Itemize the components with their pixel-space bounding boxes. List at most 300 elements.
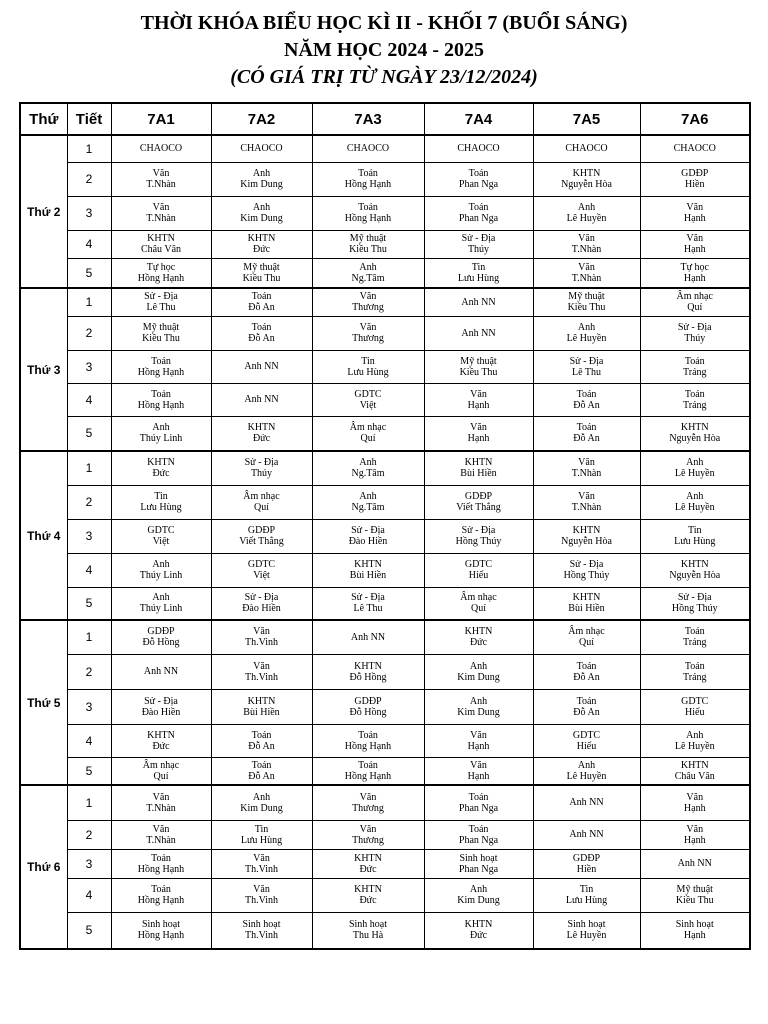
schedule-cell <box>424 587 533 620</box>
schedule-cell <box>111 878 211 912</box>
teacher-name: Thương <box>352 302 384 314</box>
teacher-name: Nguyễn Hòa <box>561 536 612 547</box>
schedule-cell <box>640 416 750 451</box>
subject-name: KHTN <box>464 919 493 931</box>
subject-name: Sinh hoạt <box>242 919 281 931</box>
period-number: 5 <box>67 258 111 288</box>
subject-name: Sử - Địa <box>351 592 385 604</box>
teacher-name: Thúy <box>467 244 490 255</box>
subject-name: Văn <box>359 791 377 803</box>
schedule-cell <box>424 785 533 820</box>
subject-name: GDĐP <box>464 491 493 502</box>
teacher-name: Hạnh <box>467 770 490 782</box>
subject-name: GDĐP <box>247 525 276 536</box>
subject-name: KHTN <box>680 559 709 570</box>
subject-name: Sử - Địa <box>144 695 178 707</box>
teacher-name: T.Nhàn <box>146 834 176 846</box>
subject-name: Văn <box>152 791 170 803</box>
teacher-name: Lưu Hùng <box>674 536 716 547</box>
schedule-cell <box>640 519 750 553</box>
schedule-cell <box>533 196 640 230</box>
schedule-cell <box>640 350 750 383</box>
teacher-name: Châu Vân <box>674 770 715 782</box>
schedule-cell <box>312 451 424 485</box>
schedule-cell <box>424 383 533 416</box>
header-class: 7A5 <box>533 103 640 135</box>
subject-name: Mỹ thuật <box>568 291 605 303</box>
teacher-name: Bùi Hiền <box>568 603 605 615</box>
subject-name: Toán <box>684 660 705 672</box>
teacher-name: Hồng Thúy <box>671 603 718 615</box>
schedule-cell <box>424 620 533 654</box>
teacher-name: Lê Huyền <box>566 930 607 942</box>
teacher-name: Hiếu <box>576 740 597 752</box>
schedule-cell <box>533 485 640 519</box>
subject-name: Toán <box>358 729 378 741</box>
schedule-cell <box>424 451 533 485</box>
table-row <box>20 288 750 316</box>
period-number: 2 <box>67 485 111 519</box>
subject-name: Sử - Địa <box>144 291 178 303</box>
subject-name: Sử - Địa <box>244 592 279 604</box>
schedule-cell <box>533 849 640 878</box>
subject-name: Anh NN <box>461 296 496 308</box>
schedule-cell <box>211 878 312 912</box>
schedule-cell <box>211 724 312 757</box>
teacher-name: Đức <box>252 433 271 445</box>
schedule-cell <box>424 316 533 350</box>
period-number: 1 <box>67 451 111 485</box>
schedule-cell <box>312 485 424 519</box>
schedule-cell <box>424 230 533 258</box>
subject-name: Toán <box>251 322 272 333</box>
teacher-name: Lưu Hùng <box>240 834 283 846</box>
period-number: 2 <box>67 162 111 196</box>
subject-name: Sinh hoạt <box>459 852 498 864</box>
period-number: 3 <box>67 350 111 383</box>
subject-name: Văn <box>470 759 487 771</box>
teacher-name: Đỗ Hồng <box>349 706 387 718</box>
schedule-cell <box>111 383 211 416</box>
period-number: 1 <box>67 785 111 820</box>
subject-name: Toán <box>251 729 272 741</box>
subject-name: Tin <box>471 261 486 273</box>
period-number: 2 <box>67 316 111 350</box>
header-class: 7A3 <box>312 103 424 135</box>
teacher-name: Thương <box>352 802 384 814</box>
schedule-cell <box>424 849 533 878</box>
timetable-body <box>20 135 750 949</box>
subject-name: Văn <box>578 491 595 502</box>
teacher-name: T.Nhàn <box>146 213 176 224</box>
schedule-cell <box>424 162 533 196</box>
teacher-name: Hồng Hạnh <box>137 863 185 875</box>
schedule-cell <box>312 519 424 553</box>
subject-name: Toán <box>358 168 378 179</box>
schedule-cell <box>533 757 640 785</box>
subject-name: Sử - Địa <box>244 457 279 469</box>
teacher-name: Kim Dung <box>240 179 283 190</box>
schedule-cell <box>312 724 424 757</box>
teacher-name: Hồng Hạnh <box>344 179 392 190</box>
schedule-cell <box>424 654 533 689</box>
schedule-cell <box>533 519 640 553</box>
schedule-cell <box>312 654 424 689</box>
teacher-name: Quí <box>254 502 269 513</box>
teacher-name: Kiều Thu <box>567 302 606 314</box>
teacher-name: Việt <box>152 536 170 547</box>
subject-name: Sử - Địa <box>569 559 604 570</box>
teacher-name: Kiều Thu <box>675 895 714 906</box>
subject-name: GDTC <box>681 695 709 707</box>
schedule-cell <box>533 785 640 820</box>
period-number: 2 <box>67 654 111 689</box>
subject-name: Anh NN <box>569 797 604 809</box>
subject-name: Văn <box>152 202 170 213</box>
subject-name: Anh <box>359 261 377 273</box>
teacher-name: Thúy <box>250 468 273 480</box>
teacher-name: Th.Vinh <box>244 895 278 906</box>
period-number: 4 <box>67 383 111 416</box>
subject-name: Anh <box>469 695 488 707</box>
schedule-cell <box>640 196 750 230</box>
schedule-cell <box>640 485 750 519</box>
schedule-cell <box>211 912 312 949</box>
schedule-cell <box>533 451 640 485</box>
subject-name: Văn <box>578 261 595 273</box>
subject-name: Toán <box>576 388 597 400</box>
schedule-cell <box>424 724 533 757</box>
teacher-name: Quí <box>579 637 594 649</box>
table-row <box>20 230 750 258</box>
teacher-name: Hạnh <box>683 213 706 224</box>
schedule-cell <box>640 162 750 196</box>
day-label: Thứ 3 <box>20 288 67 451</box>
subject-name: Văn <box>359 322 377 333</box>
subject-name: GDTC <box>147 525 175 536</box>
table-row <box>20 654 750 689</box>
teacher-name: Hồng Hạnh <box>137 272 185 284</box>
subject-name: Văn <box>152 823 170 835</box>
subject-name: Sử - Địa <box>677 322 712 333</box>
subject-name: Toán <box>468 823 489 835</box>
subject-name: KHTN <box>572 592 601 604</box>
schedule-cell <box>211 230 312 258</box>
schedule-cell <box>111 135 211 162</box>
schedule-cell <box>312 316 424 350</box>
teacher-name: Quí <box>360 433 376 445</box>
teacher-name: Phan Nga <box>458 834 499 846</box>
teacher-name: Hạnh <box>683 272 706 284</box>
subject-name: GDĐP <box>354 695 382 707</box>
schedule-cell <box>640 724 750 757</box>
header-class: 7A4 <box>424 103 533 135</box>
teacher-name: Đức <box>252 244 271 255</box>
teacher-name: Việt <box>253 570 270 581</box>
subject-name: Anh NN <box>569 829 604 840</box>
schedule-cell <box>211 485 312 519</box>
schedule-cell <box>424 135 533 162</box>
teacher-name: Tráng <box>682 366 707 378</box>
schedule-cell <box>211 451 312 485</box>
schedule-cell <box>640 757 750 785</box>
schedule-cell <box>211 553 312 587</box>
teacher-name: Lê Huyền <box>674 502 715 513</box>
subject-name: Toán <box>468 202 489 213</box>
period-number: 3 <box>67 849 111 878</box>
teacher-name: Ng.Tâm <box>351 502 385 513</box>
subject-name: Văn <box>253 660 270 672</box>
schedule-cell <box>533 316 640 350</box>
subject-name: KHTN <box>147 729 175 741</box>
subject-name: Văn <box>578 233 595 244</box>
schedule-cell <box>640 878 750 912</box>
schedule-cell <box>111 620 211 654</box>
teacher-name: Hạnh <box>467 740 490 752</box>
teacher-name: Hồng Hạnh <box>137 366 185 378</box>
teacher-name: Kim Dung <box>457 706 500 718</box>
teacher-name: T.Nhàn <box>571 244 602 255</box>
subject-name: Toán <box>151 355 171 367</box>
subject-name: Anh <box>152 559 170 570</box>
teacher-name: Hồng Hạnh <box>344 770 392 782</box>
document-title: THỜI KHÓA BIỂU HỌC KÌ II - KHỐI 7 (BUỔI SÁNG) <box>140 12 628 34</box>
subject-name: Anh NN <box>244 361 279 372</box>
subject-name: GDĐP <box>572 852 601 864</box>
schedule-cell <box>312 258 424 288</box>
period-number: 5 <box>67 912 111 949</box>
subject-name: Sinh hoạt <box>348 919 388 931</box>
subject-name: Tin <box>687 525 702 536</box>
subject-name: KHTN <box>354 852 382 864</box>
schedule-cell <box>312 587 424 620</box>
day-label: Thứ 4 <box>20 451 67 620</box>
schedule-cell <box>211 350 312 383</box>
schedule-cell <box>533 587 640 620</box>
subject-name: Toán <box>251 291 272 303</box>
subject-name: KHTN <box>354 884 382 895</box>
subject-name: KHTN <box>147 457 175 469</box>
schedule-cell <box>424 553 533 587</box>
teacher-name: Đức <box>469 637 488 649</box>
schedule-cell <box>111 485 211 519</box>
schedule-cell <box>111 451 211 485</box>
teacher-name: Đỗ An <box>573 433 600 445</box>
schedule-cell <box>640 620 750 654</box>
table-row <box>20 196 750 230</box>
subject-name: Anh NN <box>143 666 179 677</box>
table-row <box>20 451 750 485</box>
teacher-name: Châu Vân <box>140 244 182 255</box>
schedule-cell <box>312 689 424 724</box>
schedule-cell <box>533 724 640 757</box>
subject-name: Anh NN <box>350 631 386 643</box>
subject-name: Mỹ thuật <box>460 355 497 367</box>
subject-name: KHTN <box>680 759 709 771</box>
teacher-name: Lưu Hùng <box>457 272 500 284</box>
period-number: 2 <box>67 820 111 849</box>
schedule-cell <box>640 689 750 724</box>
teacher-name: Phan Nga <box>458 179 499 190</box>
subject-name: Anh <box>252 168 271 179</box>
subject-name: Sử - Địa <box>461 525 496 536</box>
period-number: 5 <box>67 587 111 620</box>
teacher-name: Phan Nga <box>458 863 499 875</box>
table-row <box>20 553 750 587</box>
teacher-name: Hạnh <box>683 930 706 942</box>
schedule-cell <box>211 135 312 162</box>
schedule-cell <box>640 912 750 949</box>
subject-name: Toán <box>684 626 705 638</box>
schedule-cell <box>533 288 640 316</box>
schedule-cell <box>424 519 533 553</box>
teacher-name: Lưu Hùng <box>140 502 182 513</box>
period-number: 4 <box>67 230 111 258</box>
teacher-name: Hồng Thúy <box>563 570 610 581</box>
teacher-name: Nguyễn Hòa <box>669 433 721 445</box>
subject-name: Anh NN <box>244 394 279 405</box>
teacher-name: Lưu Hùng <box>347 366 389 378</box>
teacher-name: Th.Vinh <box>244 671 278 683</box>
table-row <box>20 849 750 878</box>
teacher-name: Phan Nga <box>458 213 499 224</box>
schedule-cell <box>640 316 750 350</box>
schedule-cell <box>111 553 211 587</box>
teacher-name: Hiếu <box>468 570 489 581</box>
schedule-cell <box>424 350 533 383</box>
teacher-name: Kiều Thu <box>242 272 281 284</box>
subject-name: KHTN <box>147 233 175 244</box>
table-row <box>20 485 750 519</box>
table-row <box>20 383 750 416</box>
teacher-name: T.Nhàn <box>571 272 602 284</box>
teacher-name: Lưu Hùng <box>565 895 608 906</box>
teacher-name: T.Nhàn <box>571 468 602 480</box>
subject-name: Toán <box>358 202 378 213</box>
teacher-name: Hạnh <box>683 802 706 814</box>
subject-name: Anh <box>152 592 170 604</box>
table-row <box>20 620 750 654</box>
timetable <box>19 102 751 950</box>
subject-name: KHTN <box>354 559 382 570</box>
schedule-cell <box>111 849 211 878</box>
subject-name: GDTC <box>572 729 601 741</box>
teacher-name: Đỗ Hồng <box>349 671 387 683</box>
schedule-cell <box>211 820 312 849</box>
schedule-cell <box>111 258 211 288</box>
subject-name: Văn <box>578 457 595 469</box>
teacher-name: Tráng <box>682 637 707 649</box>
table-row <box>20 689 750 724</box>
table-row <box>20 258 750 288</box>
subject-name: Mỹ thuật <box>243 261 280 273</box>
table-row <box>20 785 750 820</box>
subject-name: Văn <box>686 233 704 244</box>
schedule-cell <box>640 654 750 689</box>
teacher-name: Viết Thắng <box>456 502 501 513</box>
schedule-cell <box>312 785 424 820</box>
subject-name: KHTN <box>247 695 276 707</box>
subject-name: Anh <box>577 322 596 333</box>
schedule-cell <box>111 519 211 553</box>
schedule-cell <box>533 350 640 383</box>
subject-name: Văn <box>470 422 487 434</box>
teacher-name: Đức <box>359 895 377 906</box>
teacher-name: Hồng Hạnh <box>344 213 392 224</box>
subject-name: Âm nhạc <box>243 491 280 502</box>
teacher-name: Hồng Hạnh <box>137 399 185 411</box>
teacher-name: Kim Dung <box>457 671 500 683</box>
teacher-name: Hồng Hạnh <box>137 930 185 942</box>
schedule-cell <box>424 912 533 949</box>
subject-name: KHTN <box>354 660 382 672</box>
schedule-cell <box>211 288 312 316</box>
header-day: Thứ <box>20 103 67 135</box>
teacher-name: Thương <box>352 333 384 344</box>
header-row <box>20 103 750 135</box>
teacher-name: Kim Dung <box>240 802 283 814</box>
subject-name: Sinh hoạt <box>675 919 714 931</box>
schedule-cell <box>424 689 533 724</box>
schedule-cell <box>211 519 312 553</box>
subject-name: Âm nhạc <box>142 759 180 771</box>
schedule-cell <box>424 416 533 451</box>
schedule-cell <box>640 230 750 258</box>
schedule-cell <box>312 912 424 949</box>
subject-name: KHTN <box>247 233 276 244</box>
schedule-cell <box>424 757 533 785</box>
teacher-name: T.Nhàn <box>571 502 602 513</box>
table-row <box>20 757 750 785</box>
table-row <box>20 350 750 383</box>
subject-name: CHAOCO <box>240 143 283 155</box>
teacher-name: Hiền <box>576 863 597 875</box>
schedule-cell <box>111 757 211 785</box>
teacher-name: Đỗ An <box>573 671 600 683</box>
schedule-cell <box>211 654 312 689</box>
schedule-cell <box>111 162 211 196</box>
subject-name: Toán <box>468 168 489 179</box>
subject-name: KHTN <box>680 422 709 434</box>
teacher-name: Lê Huyền <box>566 333 607 344</box>
subject-name: Sinh hoạt <box>141 919 181 931</box>
schedule-cell <box>211 316 312 350</box>
schedule-cell <box>640 785 750 820</box>
schedule-cell <box>312 620 424 654</box>
schedule-cell <box>211 620 312 654</box>
teacher-name: Hồng Hạnh <box>344 740 392 752</box>
teacher-name: Đỗ An <box>573 706 600 718</box>
schedule-cell <box>312 288 424 316</box>
teacher-name: Nguyễn Hòa <box>561 179 612 190</box>
day-label: Thứ 2 <box>20 135 67 288</box>
period-number: 1 <box>67 135 111 162</box>
period-number: 4 <box>67 724 111 757</box>
subject-name: Toán <box>151 884 171 895</box>
subject-name: CHAOCO <box>457 143 500 155</box>
table-row <box>20 135 750 162</box>
subject-name: Tự học <box>146 261 176 273</box>
subject-name: Tin <box>361 355 375 367</box>
teacher-name: Hiền <box>685 179 705 190</box>
teacher-name: Bùi Hiền <box>243 706 280 718</box>
schedule-cell <box>312 383 424 416</box>
schedule-cell <box>533 258 640 288</box>
teacher-name: Hồng Hạnh <box>137 895 185 906</box>
schedule-cell <box>640 849 750 878</box>
schedule-cell <box>533 689 640 724</box>
schedule-cell <box>424 820 533 849</box>
